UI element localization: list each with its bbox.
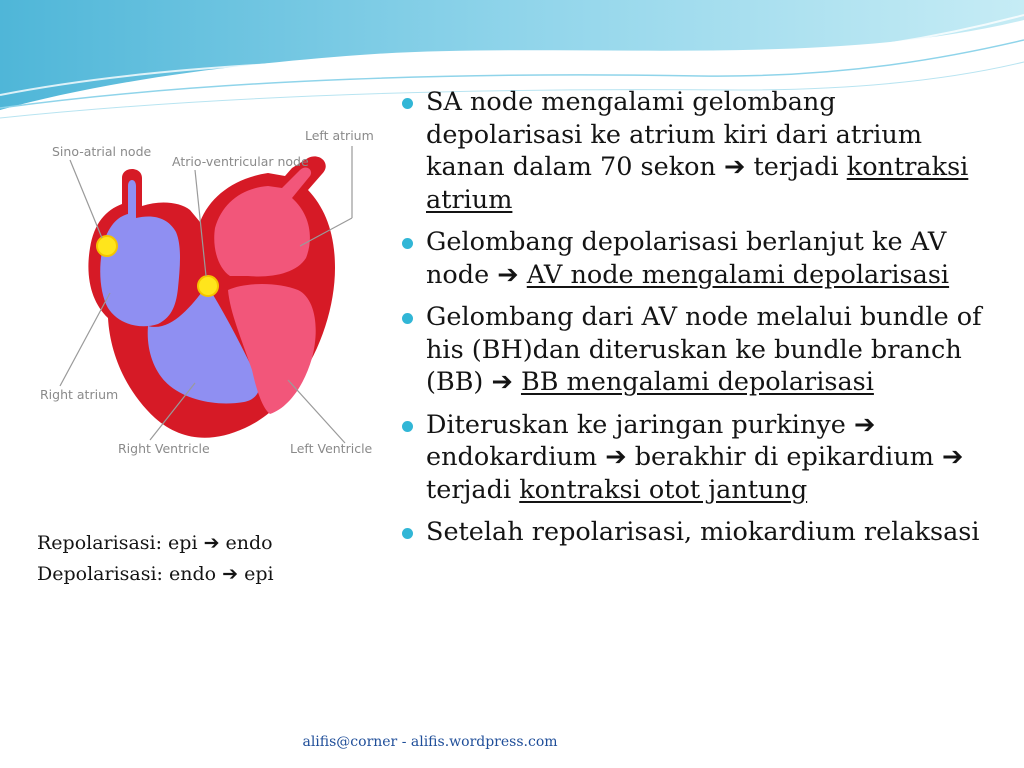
- bullet-dot-icon: [402, 421, 413, 432]
- heart-diagram: [30, 118, 380, 468]
- bullet-text: Setelah repolarisasi, miokardium relaksasi: [426, 517, 980, 547]
- label-av-node: Atrio-ventricular node: [172, 154, 309, 169]
- footer-text: alifis@corner - alifis.wordpress.com: [302, 734, 558, 750]
- bullet-dot-icon: [402, 313, 413, 324]
- label-right-ventricle: Right Ventricle: [118, 441, 210, 456]
- label-left-atrium: Left atrium: [305, 128, 374, 143]
- bullet-item: [400, 516, 990, 549]
- label-left-ventricle: Left Ventricle: [290, 441, 373, 456]
- bullet-item: [400, 226, 990, 291]
- label-right-atrium: Right atrium: [40, 387, 119, 402]
- bullet-item: [400, 409, 990, 507]
- bullet-item: [400, 86, 990, 216]
- bullet-text: Diteruskan ke jaringan purkinye ➔ endokardium ➔ berakhir di epikardium ➔ terjadi kontraksi otot jantung: [426, 409, 964, 505]
- bullet-text: Gelombang dari AV node melalui bundle of his (BH)dan diteruskan ke bundle branch (BB) ➔ BB mengalami depolarisasi: [426, 302, 982, 397]
- repolarization-line: Repolarisasi: epi ➔ endo: [37, 532, 273, 554]
- av-node-dot: [198, 276, 218, 296]
- bullet-list: [400, 86, 990, 559]
- depolarization-line: Depolarisasi: endo ➔ epi: [37, 563, 274, 585]
- bullet-item: [400, 301, 990, 399]
- bullet-dot-icon: [402, 238, 413, 249]
- label-sa-node: Sino-atrial node: [52, 144, 152, 159]
- bullet-dot-icon: [402, 98, 413, 109]
- sa-node-dot: [97, 236, 117, 256]
- bullet-text: SA node mengalami gelombang depolarisasi ke atrium kiri dari atrium kanan dalam 70 sekon ➔ terjadi kontraksi atrium: [426, 87, 969, 215]
- bullet-text: Gelombang depolarisasi berlanjut ke AV node ➔ AV node mengalami depolarisasi: [426, 227, 950, 290]
- polarization-note: [37, 528, 274, 590]
- bullet-dot-icon: [402, 528, 413, 539]
- footer: [0, 734, 1024, 750]
